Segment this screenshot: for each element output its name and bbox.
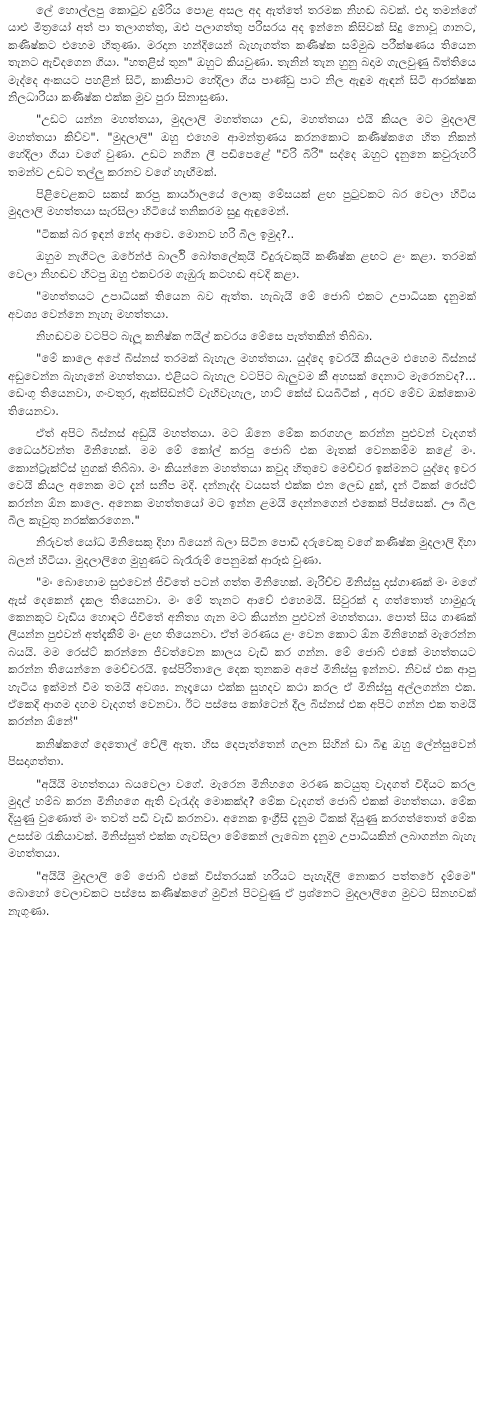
paragraph-8: "මේ කාලෙ අපේ බිස්නස් තරමක් බැහැල මහත්තයා. යුද්දෙ ඉවරයි කියලම එහෙම බිස්නස් අඩුවෙන්න බැහැනේ මහත්තයා. එළියට බැහැල වටපිට බැලුවම කී අහසක් දෙනාට මැරෙනවද?... ඩෙංගු තියෙනවා, ගංවතුර, ඇක්සිඩන්ට් වැහිවැහැල, හාට් කේස් ඩයබිටීක් , අරව මේව ඔක්කොම තියෙනවා.	[8, 351, 476, 418]
paragraph-9: ඒත් අපිට බිස්නස් අඩුයි මහත්තයා. මට ඕනෙ මේක කරගහල කරන්න පුළුවන් වැදගත් ධෛර්යවන්ත මිනිහෙක්. මම මේ කෝල් කරපු ජොබ් එක මැතක් වෙනකම්ම කළේ මං. කොන්ට්‍රැක්ට්ස් හුගක් තිබ්බා. මං කියන්නෙ මහත්තයා කවුද හිතුවෙ මෙච්චර ඉක්මනට යුද්දෙ ඉවර වෙයි කියල අනෙක මට දැන් සනීප මදි. දන්නැද්ද වයසත් එක්ක එන ලෙඩ දුක්, දැන් ටිකක් රෙස්ට් කරන්න ඕන කාලෙ. අනෙක මහත්තයෝ මට ඉන්න ළමයි දෙන්නගෙන් එකෙක් පිස්සෙක්. ඌ බීල බීල කැවුතු නරක්කරගෙන."	[8, 425, 476, 527]
paragraph-7: නිහඬවම වටපිට බැලූ කනිෂ්ක ෆයිල් කවරය මේසෙ පැත්තකින් තිබ්බා.	[36, 328, 373, 343]
paragraph-2: "උඩට යන්න මහත්තයා, මුදලාලි මහත්තයා උඩ, මහත්තයා එයි කියල මට මුදලාලි මහත්තයා කිව්ව". "මුදලාලි" ඔහු එහෙම ආමන්ත්‍රණය කරනකොට කණිෂ්කගෙ හිත නිකන් හේදිලා ගියා වගේ වුණා. උඩට නගින ලී පඩිපෙළේ "විරි බිරි" සද්දෙ ඔහුට දැනුනෙ කවුරුහරි තමන්ව උඩට තල්ලු කරනව වගේ හැඟීමක්.	[8, 112, 476, 179]
paragraph-11: "මං බොහොම සුළුවෙන් ජීවිතේ පටන් ගත්ත මිනිහෙක්. මැරිච්ච මිනිස්සු දාස්ගාණක් මං මගේ ඇස් දෙකෙන් දැකල තියෙනවා. මං මේ තැනට ආවේ එහෙමයි. සිවුරක් දා ගත්තොත් හාමුදුරු කෙනකුට වැඩිය හොඳට ජීවිතේ අනිත්‍ය ගැන මට කියන්න පුළුවන් මහත්තයා. පොත් සිය ගාණක් ලියන්න පුළුවන් අත්දැකීම් මං ළඟ තියෙනවා. ඒත් මරණය ළං වෙන කොට ඕන මිනිහෙක් මැරෙන්න බයයි. මම රෙස්ට් කරන්නෙ ජීවත්වෙන කාලය වැඩි කර ගන්න. මේ ජොබ් එකේ මහත්තයට කරන්න තියෙන්නෙ මෙච්චරයි. ඉස්පිරිතාලෙ දෙක තුනකම අපේ මිනිස්සු ඉන්නව. නිවස් එක ආපු හැටිය ඉක්මන් වීම තමයි අවශ්‍ය. නෑදෑයො එක්ක සුහදව කථා කරල ඒ මිනිස්සු අල්ලගන්න එක. ඒකෙදි ආගම දහම වැදගත් වෙනවා. ඊට පස්සෙ කෝටෙන් දීල බිස්නස් එක අපිට ගන්න එක තමයි කරන්න ඕනේ"	[8, 575, 476, 729]
paragraph-14: "අයියි මුදලාලි මේ ජොබ් එකේ විස්තරයක් හරියට පැහැදිලි නොකර පත්තරේ දැම්මෙ" බොහෝ වෙලාවකට පස්සෙ කණිෂ්කගේ මුවින් පිටවුණු ඒ ප්‍රශ්නෙට මුදලාලිගෙ මුවට සිනහවක් නැගුණා.	[8, 868, 476, 918]
paragraph-4: "ටිකක් බර ඉඳන් නේද ආවෙ. මොනව හරි බීල ඉමුද?..	[36, 226, 295, 241]
paragraph-12: කනිෂ්කගේ දෙතොල් වේලී ඇත. හිස දෙපැත්තෙන් ගලන සිහින් ඩා බිඳු ඔහු ලේන්සුවෙන් පිසදාගත්තා.	[8, 736, 476, 769]
paragraph-3: පිළිවෙළකට සකස් කරපු කාර්යාලයේ ලොකු මේසයක් ළඟ පුටුවකට බර වෙලා හිටිය මුදලාලි මහත්තයා සැරසිලා හිටියේ තනිකරම සුදු ඇඳුමෙන්.	[8, 187, 476, 219]
paragraph-13: "අයියි මහත්තයා බයවෙලා වගේ. මැරෙන මිනිහගෙ මරණ කටයුතු වැදගත් විදියට කරල මුදල් හම්බ කරන මිනිහගෙ ඇති වැරැද්ද මොකක්ද? මේක වැදගත් ජොබ් එකක් මහත්තයා. මේක දියුණු වුණොත් මං තවත් පඩි වැඩි කරනවා. අනෙක ඉංග්‍රීසි දැනුම ටිකක් දියුණු කරගත්තොත් මේක උසස්ම රැකියාවක්. මිනිස්සුත් එක්ක ගැවසිලා මේකෙන් ලැබෙන දැනුම උපාධියකින් ලබාගන්න බැහැ මහත්තයා.	[8, 776, 476, 861]
paragraph-6: "මහත්තයට උපාධියක් තියෙන බව ඇත්ත. හැබැයි මේ ජොබ් එකට උපාධියක දැනුමක් අවශ්‍ය වෙන්නෙ නැහැ මහත්තයා.	[8, 289, 476, 321]
paragraph-10: නිරුවත් යෝධ මිනිසෙකු දිහා බියෙන් බලා සිටින පොඩි දරුවෙකු වගේ කණිෂ්ක මුදලාලි දිහා බලන් හිටියා. මුදලාලිගෙ මුහුණට බැරෑරුම් පෙනුමක් ආරූඪ වුණා.	[8, 535, 476, 567]
paragraph-5: ඔහුම නැගිටල ඔරේන්ජ් බාර්ලි බෝතලේකුයි වීදුරුවකුයි කණිෂ්ක ළඟට ළං කළා. තරමක් වෙලා නිහඬව හිටපු ඔහු එකවරම ගැඹුරු කටහඬ අවදි කළා.	[8, 249, 476, 281]
paragraph-1: ලේ හොල්ලපු කොටුව දුම්රිය පොළ අසල අද ඇත්තේ තරමක නිහඬ බවක්. එදා තමන්ගේ යාළු මිත්‍රයෝ අත් පා තලාගත්තු, ඔළු පලාගත්තු පරිසරය අද ඉන්නෙ කිසිවක් සිදු නොවූ ගානට, කණිෂ්කට එහෙම හිතුණා. මරදාන හන්දියෙන් බැහැගත්ත කණිෂ්ක සම්මුඛ පරීක්ෂණය තියෙන තැනට ඇවිදගෙන ගියා. "හතළිස් තුන" ඔහුට කියවුණා. තැනින් තැන හුනු බදාම ගැලවුණු බිත්තියෙ මැද්දෙ අංකයට පහළින් සිටි, කාකිපාට හේදිලා ගිය පාණ්ඩු පාට නිල ඇඳුම ඇඳන් සිටි ආරක්ෂක නිලධාරියා කණිෂ්ක එක්ක මුව පුරා සිනාසුණා.	[8, 3, 476, 105]
